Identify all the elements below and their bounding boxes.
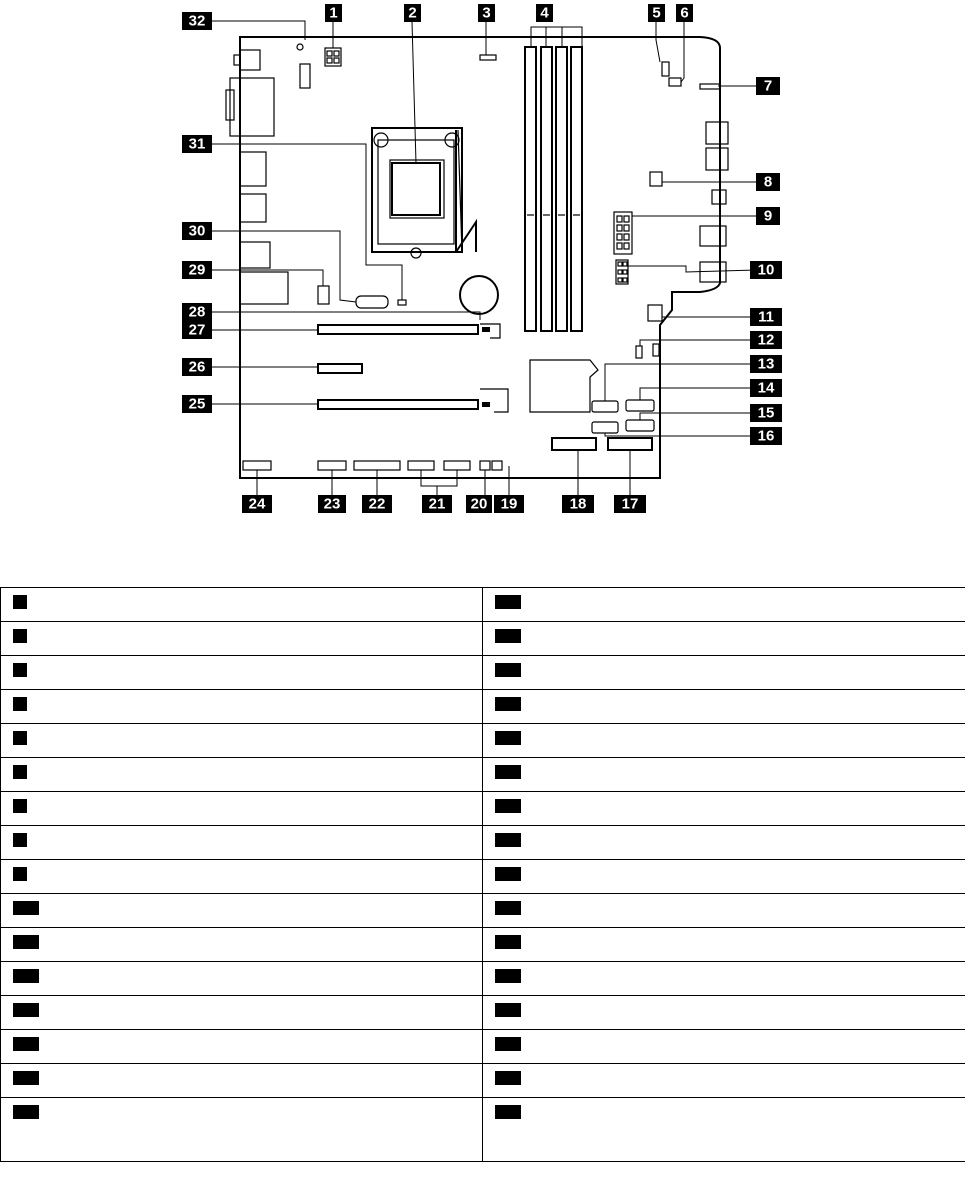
legend-row — [1, 622, 965, 656]
svg-text:15: 15 — [757, 404, 775, 422]
legend-callout-chip-9 — [13, 867, 27, 881]
legend-callout-chip-23 — [495, 799, 521, 813]
legend-cell-left — [1, 690, 483, 724]
legend-cell-right — [483, 622, 965, 656]
legend-callout-chip-14 — [13, 1037, 39, 1051]
legend-callout-chip-22 — [495, 765, 521, 779]
legend-cell-left — [1, 826, 483, 860]
cpu-socket — [372, 128, 476, 258]
bottom-headers — [243, 461, 502, 470]
legend-cell-left — [1, 1030, 483, 1064]
legend-callout-chip-8 — [13, 833, 27, 847]
legend-row — [1, 826, 965, 860]
leader-lines — [212, 21, 756, 495]
legend-cell-left — [1, 962, 483, 996]
svg-text:12: 12 — [757, 331, 775, 349]
callout-24 — [242, 495, 272, 513]
legend-callout-chip-29 — [495, 1003, 521, 1017]
legend-row — [1, 1064, 965, 1098]
legend-row — [1, 1098, 965, 1162]
legend-cell-left — [1, 1064, 483, 1098]
legend-callout-chip-13 — [13, 1003, 39, 1017]
legend-cell-right — [483, 826, 965, 860]
legend-cell-right — [483, 962, 965, 996]
legend-cell-left — [1, 656, 483, 690]
svg-text:19: 19 — [500, 495, 518, 513]
legend-cell-left — [1, 928, 483, 962]
svg-text:18: 18 — [569, 495, 587, 513]
callout-8 — [756, 173, 780, 191]
eight-pin-power-connector — [614, 212, 632, 254]
legend-callout-chip-32 — [495, 1105, 521, 1119]
svg-text:20: 20 — [470, 495, 488, 513]
svg-text:17: 17 — [621, 495, 639, 513]
legend-cell-right — [483, 588, 965, 622]
legend-cell-left — [1, 588, 483, 622]
callouts — [182, 4, 782, 513]
svg-text:27: 27 — [188, 321, 206, 339]
svg-text:25: 25 — [188, 395, 206, 413]
legend-cell-right — [483, 724, 965, 758]
callout-12 — [750, 331, 782, 349]
svg-text:5: 5 — [652, 4, 661, 22]
legend-callout-chip-10 — [13, 901, 39, 915]
callout-21 — [422, 495, 452, 513]
coin-battery — [460, 276, 498, 314]
legend-cell-right — [483, 1064, 965, 1098]
legend-row — [1, 996, 965, 1030]
svg-text:13: 13 — [757, 355, 775, 373]
legend-cell-left — [1, 996, 483, 1030]
legend-callout-chip-26 — [495, 901, 521, 915]
legend-row — [1, 656, 965, 690]
board-outline — [240, 37, 720, 478]
legend-callout-chip-27 — [495, 935, 521, 949]
svg-text:4: 4 — [540, 4, 549, 22]
system-board-diagram — [0, 0, 965, 560]
legend-row — [1, 724, 965, 758]
legend-cell-right — [483, 928, 965, 962]
svg-text:29: 29 — [188, 261, 206, 279]
power-connector-10 — [616, 260, 628, 284]
legend-callout-chip-31 — [495, 1071, 521, 1085]
callout-5 — [648, 4, 665, 22]
callout-1 — [325, 4, 342, 22]
legend-cell-left — [1, 758, 483, 792]
svg-text:9: 9 — [763, 207, 773, 225]
legend-callout-chip-7 — [13, 799, 27, 813]
svg-text:16: 16 — [757, 427, 775, 445]
legend-row — [1, 894, 965, 928]
svg-text:3: 3 — [482, 4, 491, 22]
callout-7 — [756, 77, 780, 95]
svg-text:10: 10 — [757, 261, 775, 279]
legend-row — [1, 792, 965, 826]
callout-13 — [750, 355, 782, 373]
callout-28 — [182, 303, 212, 321]
callout-14 — [750, 379, 782, 397]
svg-text:1: 1 — [329, 4, 338, 22]
callout-25 — [182, 395, 212, 413]
legend-callout-chip-18 — [495, 629, 521, 643]
svg-text:21: 21 — [428, 495, 446, 513]
callout-23 — [318, 495, 346, 513]
right-edge-connectors — [648, 62, 728, 321]
callout-9 — [756, 207, 780, 225]
callout-2 — [404, 4, 421, 22]
legend-cell-right — [483, 758, 965, 792]
legend-callout-chip-1 — [13, 595, 27, 609]
legend-callout-chip-30 — [495, 1037, 521, 1051]
sata-connectors — [552, 400, 654, 450]
callout-32 — [182, 12, 212, 30]
legend-callout-chip-25 — [495, 867, 521, 881]
callout-16 — [750, 427, 782, 445]
legend-callout-chip-6 — [13, 765, 27, 779]
callout-20 — [466, 495, 492, 513]
callout-15 — [750, 404, 782, 422]
svg-text:24: 24 — [248, 495, 266, 513]
svg-text:2: 2 — [408, 4, 417, 22]
callout-26 — [182, 358, 212, 376]
legend-callout-chip-3 — [13, 663, 27, 677]
pcie-x16-slot-lower — [318, 389, 508, 412]
legend-callout-chip-12 — [13, 969, 39, 983]
legend-table — [0, 587, 965, 1162]
legend-row — [1, 860, 965, 894]
legend-cell-right — [483, 1030, 965, 1064]
svg-text:28: 28 — [188, 303, 206, 321]
legend-row — [1, 928, 965, 962]
callout-29 — [182, 261, 212, 279]
legend-cell-left — [1, 792, 483, 826]
callout-19 — [494, 495, 524, 513]
pcie-x1-slot — [318, 364, 362, 373]
callout-22 — [362, 495, 392, 513]
callout-18 — [562, 495, 594, 513]
svg-text:11: 11 — [758, 308, 774, 326]
svg-text:6: 6 — [680, 4, 689, 22]
callout-11 — [750, 308, 782, 326]
callout-3 — [478, 4, 495, 22]
callout-27 — [182, 321, 212, 339]
legend-cell-right — [483, 860, 965, 894]
legend-callout-chip-15 — [13, 1071, 39, 1085]
callout-17 — [614, 495, 646, 513]
legend-callout-chip-24 — [495, 833, 521, 847]
svg-text:31: 31 — [188, 135, 206, 153]
legend-callout-chip-4 — [13, 697, 27, 711]
legend-callout-chip-11 — [13, 935, 39, 949]
svg-text:30: 30 — [188, 222, 206, 240]
callout-30 — [182, 222, 212, 240]
svg-text:7: 7 — [763, 77, 773, 95]
legend-row — [1, 690, 965, 724]
legend-cell-right — [483, 996, 965, 1030]
legend-callout-chip-16 — [13, 1105, 39, 1119]
svg-text:22: 22 — [368, 495, 386, 513]
legend-cell-right — [483, 690, 965, 724]
callout-6 — [676, 4, 693, 22]
legend-cell-left — [1, 894, 483, 928]
rear-io-connectors — [226, 44, 310, 304]
svg-text:26: 26 — [188, 358, 206, 376]
legend-cell-right — [483, 1098, 965, 1162]
memory-slots — [525, 47, 582, 331]
legend-row — [1, 1030, 965, 1064]
callout-31 — [182, 135, 212, 153]
legend-cell-right — [483, 894, 965, 928]
legend-callout-chip-21 — [495, 731, 521, 745]
cpu-power-connector — [325, 48, 341, 66]
legend-row — [1, 758, 965, 792]
legend-cell-right — [483, 656, 965, 690]
svg-text:32: 32 — [188, 12, 206, 30]
legend-callout-chip-17 — [495, 595, 521, 609]
legend-callout-chip-19 — [495, 663, 521, 677]
legend-row — [1, 588, 965, 622]
svg-text:14: 14 — [757, 379, 775, 397]
legend-cell-left — [1, 724, 483, 758]
legend-cell-right — [483, 792, 965, 826]
legend-cell-left — [1, 622, 483, 656]
legend-callout-chip-28 — [495, 969, 521, 983]
svg-text:23: 23 — [323, 495, 341, 513]
svg-text:8: 8 — [763, 173, 773, 191]
legend-callout-chip-2 — [13, 629, 27, 643]
legend-cell-left — [1, 860, 483, 894]
legend-row — [1, 962, 965, 996]
pcie-x16-slot-upper — [318, 324, 500, 338]
callout-10 — [750, 261, 782, 279]
legend-table-container — [0, 587, 965, 1162]
callout-4 — [536, 4, 553, 22]
legend-cell-left — [1, 1098, 483, 1162]
legend-callout-chip-5 — [13, 731, 27, 745]
legend-callout-chip-20 — [495, 697, 521, 711]
